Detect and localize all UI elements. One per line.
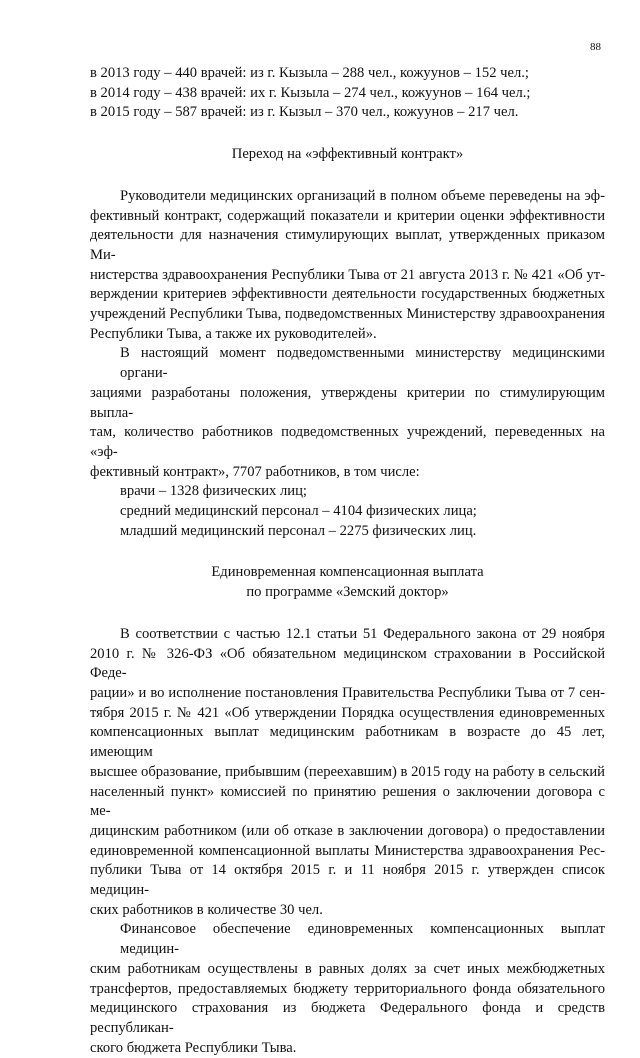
text-line: зациями разработаны положения, утверждены критерии по стимулирующим выпла- xyxy=(90,384,605,421)
text-line: населенный пункт» комиссией по принятию решения о заключении договора с ме- xyxy=(90,783,605,820)
text-line: публики Тыва от 14 октября 2015 г. и 11 ноября 2015 г. утвержден список медицин- xyxy=(90,862,605,899)
text-line: рации» и во исполнение постановления Правительства Республики Тыва от 7 сен- xyxy=(90,684,605,701)
text-line: фективный контракт, содержащий показатели и критерии оценки эффективности xyxy=(90,207,605,224)
stat-line: в 2014 году – 438 врачей: их г. Кызыла – 274 чел., кожуунов – 164 чел.; xyxy=(90,84,531,101)
paragraph-managers xyxy=(90,187,605,345)
paragraph-legal-basis xyxy=(90,625,605,921)
text-line: Руководители медицинских организаций в полном объеме переведены на эф- xyxy=(120,187,605,204)
text-line: там, количество работников подведомственных учреждений, переведенных на «эф- xyxy=(90,424,605,460)
text-line: учреждений Республики Тыва, подведомственных Министерству здравоохранения xyxy=(90,306,605,323)
text-line: нистерства здравоохранения Республики Тыва от 21 августа 2013 г. № 421 «Об ут- xyxy=(90,266,605,283)
text-line: ского бюджета Республики Тыва. xyxy=(90,1039,297,1056)
stat-line: в 2015 году – 587 врачей: из г. Кызыл – 370 чел., кожуунов – 217 чел. xyxy=(90,104,519,121)
text-line: деятельности для назначения стимулирующих выплат, утвержденных приказом Ми- xyxy=(90,227,605,263)
text-line: дицинским работником (или об отказе в заключении договора) о предоставлении xyxy=(90,822,605,839)
page-number: 88 xyxy=(590,41,601,53)
section-heading-effective-contract: Переход на «эффективный контракт» xyxy=(231,146,464,163)
text-line: трансфертов, предоставляемых бюджету территориального фонда обязательного xyxy=(90,980,605,997)
stat-line: в 2013 году – 440 врачей: из г. Кызыла – 288 чел., кожуунов – 152 чел.; xyxy=(90,65,529,81)
paragraph-current-status xyxy=(90,344,605,482)
text-line: единовременной компенсационной выплаты Министерства здравоохранения Рес- xyxy=(90,842,605,859)
text-line: Финансовое обеспечение единовременных компенсационных выплат медицин- xyxy=(120,921,605,958)
document-body xyxy=(90,64,605,1058)
text-line: ских работников в количестве 30 чел. xyxy=(90,901,323,918)
doctor-statistics xyxy=(90,64,605,123)
text-line: ским работникам осуществлены в равных долях за счет иных межбюджетных xyxy=(90,960,605,977)
text-line: компенсационных выплат медицинским работникам в возрасте до 45 лет, имеющим xyxy=(90,724,605,761)
text-line: фективный контракт», 7707 работников, в том числе: xyxy=(90,463,420,480)
text-line: Республики Тыва, а также их руководителей». xyxy=(90,325,377,342)
text-line: тября 2015 г. № 421 «Об утверждении Порядка осуществления единовременных xyxy=(90,704,605,721)
text-line: верждении критериев эффективности деятельности государственных бюджетных xyxy=(90,286,605,303)
text-line: В соответствии с частью 12.1 статьи 51 Федерального закона от 29 ноября xyxy=(120,625,605,642)
text-line: 2010 г. № 326-ФЗ «Об обязательном медицинском страховании в Российской Феде- xyxy=(90,645,605,682)
paragraph-financing xyxy=(90,920,605,1058)
list-item: врачи – 1328 физических лиц; xyxy=(120,483,307,500)
text-line: В настоящий момент подведомственными министерству медицинскими органи- xyxy=(120,345,605,382)
text-line: медицинского страхования из бюджета Федерального фонда и средств республикан- xyxy=(90,1000,605,1036)
list-item: средний медицинский персонал – 4104 физических лица; xyxy=(120,503,477,520)
section-heading-compensation: Единовременная компенсационная выплата xyxy=(211,564,484,581)
staff-list xyxy=(90,482,605,541)
text-line: высшее образование, прибывшим (переехавшим) в 2015 году на работу в сельский xyxy=(90,763,605,780)
list-item: младший медицинский персонал – 2275 физических лиц. xyxy=(120,522,477,539)
section-heading-zemsky-doctor: по программе «Земский доктор» xyxy=(246,584,449,601)
